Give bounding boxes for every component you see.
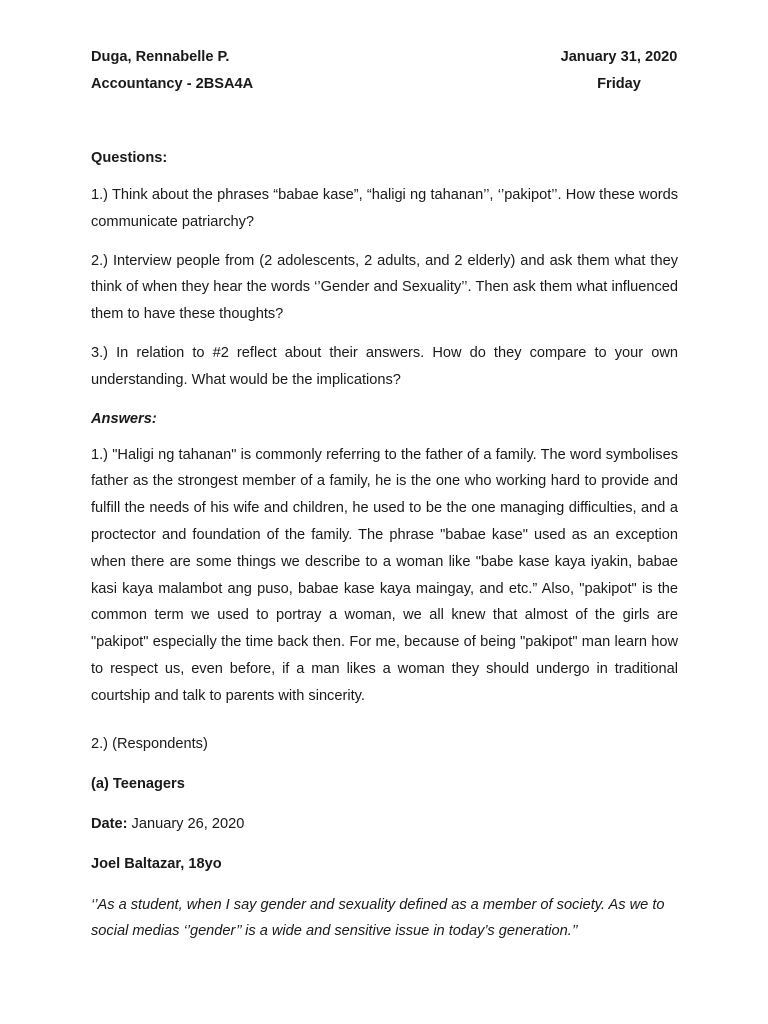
date-value: January 26, 2020 bbox=[127, 815, 245, 832]
respondent-quote: ‘’As a student, when I say gender and sexuality defined as a member of society. As we to social medias ‘’gender’’ is a wide and sensitive issue in today’s generation.’’ bbox=[91, 896, 665, 940]
header-row-2 bbox=[91, 71, 678, 98]
document-page bbox=[91, 44, 678, 945]
respondent-name: Joel Baltazar, 18yo bbox=[91, 855, 222, 872]
student-name: Duga, Rennabelle P. bbox=[91, 49, 230, 65]
answers-heading: Answers: bbox=[91, 410, 157, 427]
questions-heading: Questions: bbox=[91, 150, 168, 166]
question-2: 2.) Interview people from (2 adolescents, 2 adults, and 2 elderly) and ask them what they think of when they hear the words ‘’Gender and Sexuality’’. Then ask them what influenced them to have these thoughts? bbox=[91, 252, 678, 323]
course-section: Accountancy - 2BSA4A bbox=[91, 76, 254, 92]
answer-2-intro: 2.) (Respondents) bbox=[91, 735, 208, 752]
answer-1: 1.) "Haligi ng tahanan" is commonly referring to the father of a family. The word symbolises father as the strongest member of a family, he is the one who working hard to provide and fulfill the needs of his wife and children, he used to be the one managing difficulties, and a proctector and foundation of the family. The phrase "babae kase" used as an exception when there are some things we describe to a woman like "babe kase kaya iyakin, babae kasi kaya malambot ang puso, babae kase kaya maingay, and etc.” Also, "pakipot" is the common term we used to portray a woman, we all knew that almost of the girls are "pakipot" especially the time back then. For me, because of being "pakipot" man learn how to respect us, even before, if a man likes a woman they should undergo in traditional courtship and talk to parents with sincerity. bbox=[91, 446, 678, 704]
respondent-group-heading: (a) Teenagers bbox=[91, 775, 185, 792]
question-3: 3.) In relation to #2 reflect about their answers. How do they compare to your own understanding. What would be the implications? bbox=[91, 344, 678, 388]
document-date: January 31, 2020 bbox=[560, 49, 678, 65]
interview-date bbox=[91, 813, 678, 835]
header-row-1 bbox=[91, 44, 678, 71]
document-day: Friday bbox=[597, 76, 641, 92]
date-label: Date: bbox=[91, 815, 128, 832]
question-1: 1.) Think about the phrases “babae kase”, “haligi ng tahanan’’, ‘’pakipot’’. How these words communicate patriarchy? bbox=[91, 187, 678, 230]
